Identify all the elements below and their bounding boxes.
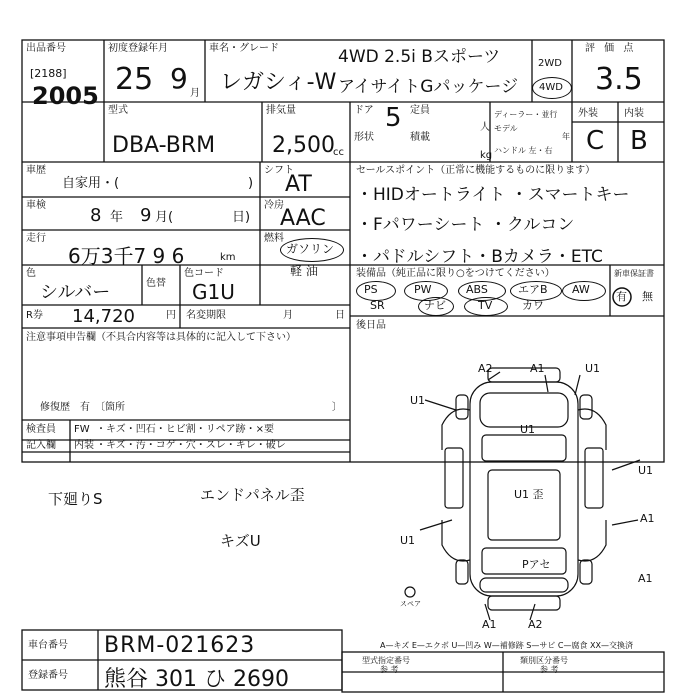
name-change-month: 月: [283, 310, 293, 321]
equipment-tv-circle: [464, 297, 508, 316]
category-label: 類別区分番号: [520, 656, 568, 665]
equipment-aw: AW: [572, 283, 590, 296]
dealer-label: ディーラー・並行: [494, 110, 558, 119]
notes-label: 注意事項申告欄（不具合内容等は具体的に記入して下さい）: [26, 332, 296, 343]
kg-unit: kg: [480, 150, 493, 161]
car-name-grade-label: 車名・グレード: [209, 43, 279, 54]
drive-4wd-circle: [532, 77, 572, 99]
fuel-gasoline: ガソリン: [286, 242, 335, 256]
displacement-value: 2,500: [272, 133, 335, 158]
interior-grade: B: [630, 126, 648, 156]
warranty-no: 無: [642, 290, 653, 303]
chassis-number-label: 車台番号: [28, 640, 68, 651]
inspector-label-2: 記入欄: [26, 440, 56, 451]
equipment-ps: PS: [364, 283, 378, 296]
model-year-label: モデル: [494, 124, 518, 133]
inspection-label: 車検: [26, 200, 46, 211]
history-label: 車歴: [26, 165, 46, 176]
chassis-number: BRM-021623: [104, 633, 256, 658]
grade-line-1: 4WD 2.5i Bスポーツ: [338, 47, 501, 67]
model-label: 型式: [108, 105, 128, 116]
equipment-aw-circle: [562, 281, 606, 301]
ac-label: 冷房: [264, 200, 284, 211]
type-designation-reference: 参 考: [380, 665, 399, 674]
history-close: ): [248, 176, 254, 191]
equipment-abs: ABS: [466, 283, 488, 296]
first-registration-month: 9: [170, 62, 188, 95]
diagram-mark: A1: [640, 512, 655, 525]
equipment-navi: ナビ: [424, 299, 446, 312]
color-value: シルバー: [40, 282, 111, 303]
interior-label: 内装: [624, 108, 644, 119]
color-change-label: 色替: [146, 278, 166, 289]
diagram-mark: U1: [520, 423, 536, 436]
person-unit: 人: [480, 122, 490, 133]
name-change-day: 日: [335, 310, 345, 321]
registration-number-label: 登録番号: [28, 670, 68, 681]
first-registration-year: 25: [115, 62, 154, 97]
diagram-mark: U1: [638, 464, 654, 477]
exterior-label: 外装: [578, 108, 598, 119]
diagram-mark: U1: [400, 534, 416, 547]
selling-point-1: ・HIDオートライト ・スマートキー: [356, 185, 630, 205]
door-label: ドア: [354, 105, 374, 116]
fuel-light-oil: 軽 油: [290, 264, 318, 278]
equipment-navi-circle: [418, 297, 454, 316]
fw-label: FW: [74, 424, 90, 435]
mileage-label: 走行: [26, 233, 46, 244]
selling-point-2: ・Fパワーシート ・クルコン: [356, 215, 575, 235]
equipment-sr: SR: [370, 299, 385, 312]
diagram-mark: U1: [410, 394, 426, 407]
ac-value: AAC: [280, 206, 326, 231]
equipment-ps-circle: [356, 281, 396, 301]
rating-label: 評 価 点: [585, 43, 637, 54]
color-label: 色: [26, 268, 36, 279]
repair-history-label: 修復歴 有 〔箇所: [40, 402, 125, 413]
inspection-day-unit: 日): [232, 210, 251, 225]
rating-value: 3.5: [595, 62, 643, 97]
history-value: 自家用・(: [62, 176, 120, 191]
fuel-gasoline-circle: [280, 238, 344, 262]
check-row-1: ・キズ・凹石・ヒビ割・リペア跡・×要: [96, 424, 274, 435]
diagram-mark: U1 歪: [514, 488, 544, 501]
recycle-fee: 14,720: [72, 306, 135, 327]
equipment-leather: カワ: [522, 299, 544, 312]
month-suffix: 月: [190, 88, 200, 99]
repair-history-close: 〕: [332, 402, 342, 413]
selling-point-3: ・パドルシフト・Bカメラ・ETC: [356, 247, 603, 267]
inspector-label-1: 検査員: [26, 424, 56, 435]
lot-number: 2005: [32, 82, 99, 110]
type-designation-label: 型式指定番号: [362, 656, 410, 665]
diagram-mark: スペア: [400, 600, 421, 608]
inspection-year-unit: 年: [110, 210, 124, 225]
color-code-label: 色コード: [184, 268, 224, 279]
handle-label: ハンドル 左・右: [494, 146, 553, 155]
new-car-warranty-label: 新車保証書: [614, 269, 654, 278]
fuel-label: 燃料: [264, 233, 284, 244]
shift-label: シフト: [264, 165, 294, 176]
exterior-grade: C: [586, 126, 605, 156]
displacement-label: 排気量: [266, 105, 296, 116]
category-reference: 参 考: [540, 665, 559, 674]
model-year-suffix: 年: [562, 132, 570, 141]
car-name: レガシィ-W: [220, 70, 337, 95]
inspection-month-unit: 月(: [155, 210, 174, 225]
km-unit: km: [220, 252, 236, 263]
check-row-2: ・キズ・汚・コゲ・穴・スレ・キレ・破レ: [96, 440, 286, 451]
grade-line-2: アイサイトGパッケージ: [338, 77, 519, 97]
door-count: 5: [385, 103, 402, 133]
delivery-date-label: 後日品: [356, 320, 386, 331]
note-scratch: キズU: [220, 532, 261, 550]
color-code: G1U: [192, 280, 235, 304]
equipment-tv: TV: [478, 299, 493, 312]
diagram-mark: U1: [585, 362, 601, 375]
inspection-year: 8: [90, 205, 102, 226]
note-underbody: 下廻りS: [48, 490, 103, 508]
registration-number: 熊谷 301 ひ 2690: [104, 667, 289, 692]
diagram-mark: Pアセ: [522, 558, 551, 571]
drive-2wd: 2WD: [538, 58, 562, 69]
shift-value: AT: [285, 172, 312, 197]
cc-unit: cc: [333, 147, 344, 158]
equipment-airbag: エアB: [518, 283, 548, 296]
diagram-mark: A1: [638, 572, 653, 585]
inspection-month: 9: [140, 205, 152, 226]
recycle-label: R券: [26, 310, 43, 321]
equipment-label: 装備品（純正品に限り○をつけてください）: [356, 268, 555, 279]
yen-unit: 円: [166, 310, 176, 321]
note-end-panel: エンドパネル歪: [200, 486, 305, 504]
name-change-label: 名変期限: [186, 310, 226, 321]
warranty-yes: 有: [616, 290, 627, 303]
model-code: DBA-BRM: [112, 133, 216, 158]
damage-legend: A—キズ E—エクボ U—凹み W—補修跡 S—サビ C—腐食 XX—交換済: [380, 641, 634, 650]
diagram-mark: A1: [530, 362, 545, 375]
equipment-airbag-circle: [510, 281, 562, 301]
selling-points-label: セールスポイント（正常に機能するものに限ります）: [356, 165, 596, 176]
diagram-mark: A1: [482, 618, 497, 631]
check-row-2-label: 内装: [74, 440, 94, 451]
shape-label: 形状: [354, 132, 374, 143]
drive-4wd: 4WD: [539, 82, 563, 93]
load-label: 積載: [410, 132, 430, 143]
mileage-value: 6万3千7 9 6: [68, 244, 185, 268]
equipment-pw: PW: [414, 283, 432, 296]
lot-number-label: 出品番号: [26, 43, 66, 54]
diagram-mark: A2: [478, 362, 493, 375]
first-registration-label: 初度登録年月: [108, 43, 168, 54]
diagram-mark: A2: [528, 618, 543, 631]
lot-code: [2188]: [30, 67, 67, 80]
capacity-label: 定員: [410, 105, 430, 116]
